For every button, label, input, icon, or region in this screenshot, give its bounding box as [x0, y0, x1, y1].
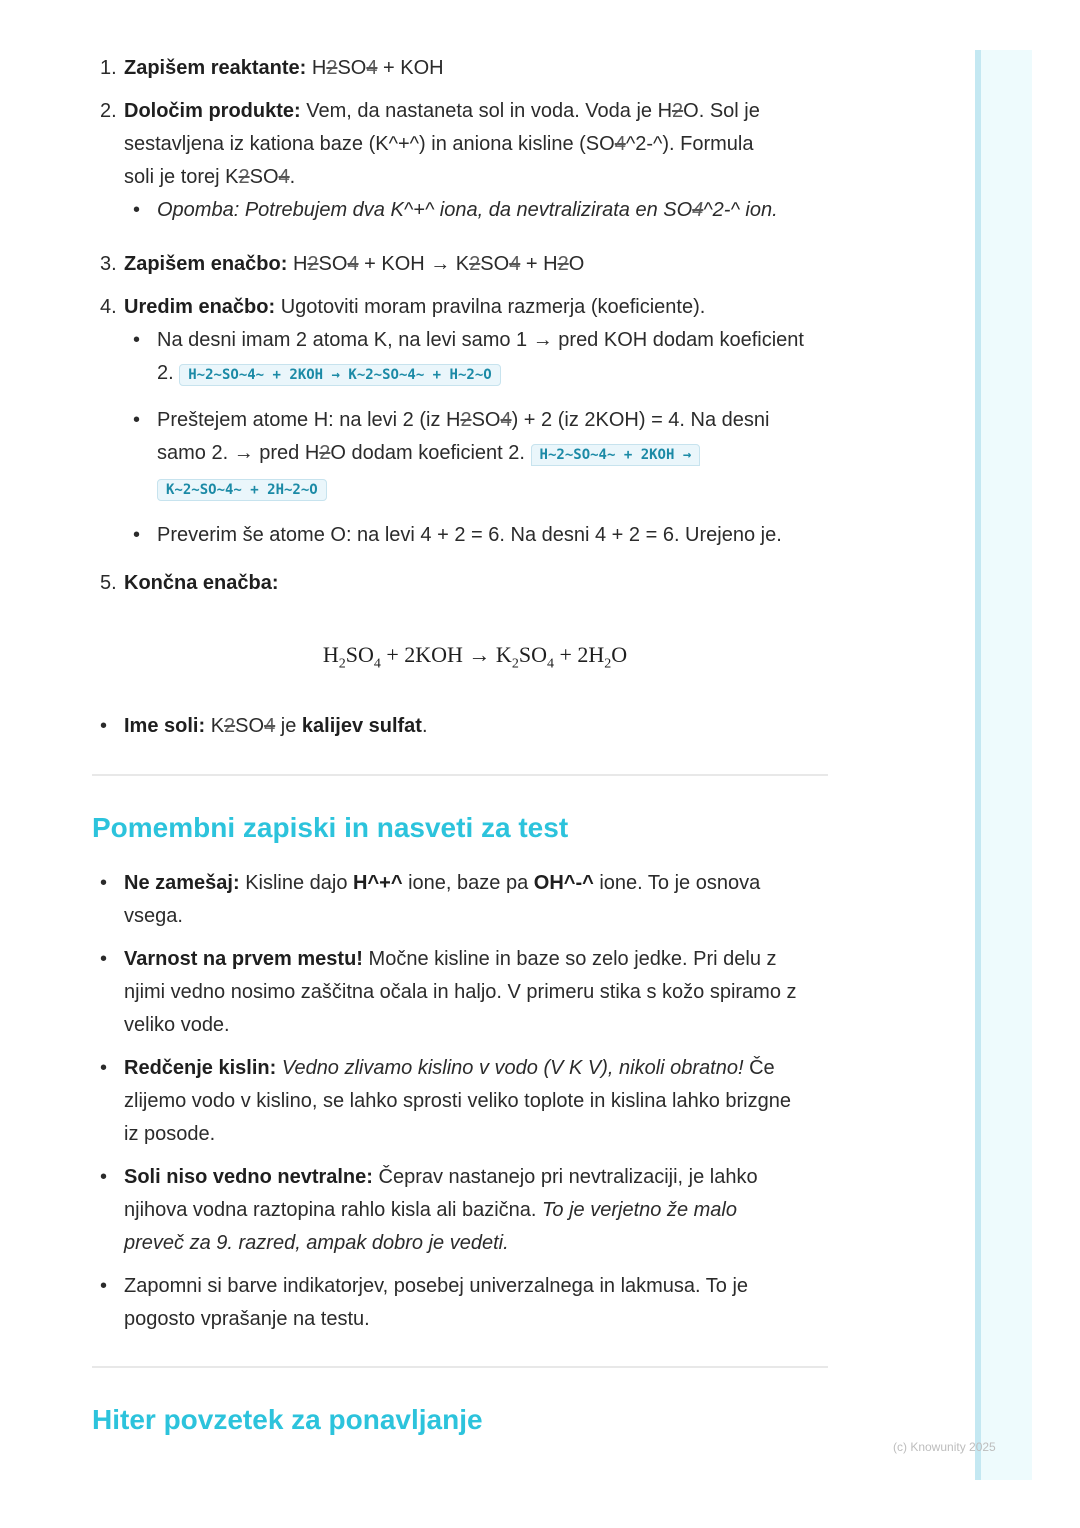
step-5: [92, 567, 828, 600]
tip-text: Zapomni si barve indikatorjev, posebej univerzalnega in lakmusa. To je: [124, 1275, 749, 1297]
tip-item: [92, 867, 828, 933]
tip-bold: OH^-^: [533, 872, 594, 894]
bullet-dot: •: [133, 329, 141, 351]
step-label: Uredim enačbo:: [124, 296, 276, 318]
step-number: 4.: [100, 296, 117, 318]
bullet-dot: •: [100, 948, 108, 970]
step-text: H2SO4 + KOH → K2SO4 + H2O: [292, 253, 585, 275]
bullet-dot: •: [100, 1057, 108, 1079]
tip-label: Redčenje kislin:: [124, 1057, 277, 1079]
salt-text: je: [280, 715, 297, 737]
bullet-dot: •: [100, 872, 108, 894]
bullet-text: Preverim še atome O: na levi 4 + 2 = 6. Na desni 4 + 2 = 6. Urejeno je.: [157, 524, 782, 546]
step-label: Končna enačba:: [124, 572, 279, 594]
note-text: Opomba: Potrebujem dva K^+^ iona, da nevtralizirata en SO4^2-^ ion.: [157, 199, 778, 221]
tip-text: njihova vodna raztopina rahlo kisla ali bazična.: [124, 1199, 537, 1221]
step-1: [92, 52, 828, 85]
bullet-dot: •: [133, 524, 141, 546]
step-number: 2.: [100, 100, 117, 122]
step-label: Določim produkte:: [124, 100, 301, 122]
tip-text: ione, baze pa: [408, 872, 529, 894]
step-3: [92, 248, 828, 281]
bullet-dot: •: [100, 1166, 108, 1188]
tip-italic: Vedno zlivamo kislino v vodo (V K V), nikoli obratno!: [281, 1057, 744, 1079]
copyright-footer: (c) Knowunity 2025: [893, 1440, 996, 1454]
tip-text: Če: [749, 1057, 775, 1079]
tip-text: Čeprav nastanejo pri nevtralizaciji, je lahko: [378, 1166, 758, 1188]
tip-label: Varnost na prvem mestu!: [124, 948, 363, 970]
tip-text: njimi vedno nosimo zaščitna očala in haljo. V primeru stika s kožo spiramo z: [124, 981, 797, 1003]
inline-code: H~2~SO~4~ + 2KOH → K~2~SO~4~ + H~2~O: [179, 364, 500, 386]
final-equation: $H_2SO_4 + 2KOH \to K_2SO_4 + 2H_2O$: [322, 642, 628, 672]
step-number: 5.: [100, 572, 117, 594]
tip-label: Soli niso vedno nevtralne:: [124, 1166, 373, 1188]
tip-italic: To je verjetno že malo: [542, 1199, 737, 1221]
bullet-text: 2.: [157, 362, 174, 384]
step-text: H2SO4 + KOH: [311, 57, 444, 79]
salt-formula: K2SO4: [210, 715, 276, 737]
step-number: 3.: [100, 253, 117, 275]
step-label: Zapišem reaktante:: [124, 57, 307, 79]
tip-text: ione. To je osnova: [599, 872, 761, 894]
tip-item: [92, 943, 828, 1042]
bullet-text: Preštejem atome H: na levi 2 (iz H2SO4) + 2 (iz 2KOH) = 4. Na desni: [157, 409, 770, 431]
tip-text: iz posode.: [124, 1123, 216, 1145]
bullet-dot: •: [133, 409, 141, 431]
inline-code: K~2~SO~4~ + 2H~2~O: [157, 479, 327, 501]
tip-label: Ne zamešaj:: [124, 872, 240, 894]
bullet-dot: •: [133, 199, 141, 221]
tip-text: pogosto vprašanje na testu.: [124, 1308, 370, 1330]
tip-text: Močne kisline in baze so zelo jedke. Pri delu z: [368, 948, 777, 970]
step-text: soli je torej K2SO4.: [124, 166, 296, 188]
tip-text: zlijemo vodo v kislino, se lahko sprosti veliko toplote in kislina lahko brizgne: [124, 1090, 791, 1112]
bullet-text: samo 2. → pred H2O dodam koeficient 2.: [157, 442, 525, 464]
tip-bold: H^+^: [353, 872, 403, 894]
step-4: [92, 291, 828, 552]
step-text: sestavljena iz kationa baze (K^+^) in aniona kisline (SO4^2-^). Formula: [124, 133, 754, 155]
tip-text: vsega.: [124, 905, 183, 927]
salt-text: .: [421, 715, 428, 737]
section-heading: Hiter povzetek za ponavljanje: [92, 1404, 483, 1435]
tip-item: [92, 1052, 828, 1151]
step-text: Ugotoviti moram pravilna razmerja (koeficiente).: [280, 296, 706, 318]
section-heading: Pomembni zapiski in nasveti za test: [92, 812, 569, 843]
step-label: Zapišem enačbo:: [124, 253, 288, 275]
bullet-dot: •: [100, 1275, 108, 1297]
salt-name-item: [92, 710, 828, 743]
salt-name: kalijev sulfat: [301, 715, 422, 737]
inline-code: H~2~SO~4~ + 2KOH →: [531, 444, 701, 466]
divider: [92, 1366, 828, 1368]
tip-text: Kisline dajo: [245, 872, 348, 894]
right-margin-panel: [975, 50, 1032, 1480]
tip-item: [92, 1270, 828, 1336]
tip-item: [92, 1161, 828, 1260]
margin-line: [975, 50, 981, 1480]
salt-label: Ime soli:: [124, 715, 206, 737]
tip-italic: preveč za 9. razred, ampak dobro je vedeti.: [124, 1232, 509, 1254]
tip-text: veliko vode.: [124, 1014, 230, 1036]
bullet-text: Na desni imam 2 atoma K, na levi samo 1 → pred KOH dodam koeficient: [157, 329, 804, 351]
step-2: [92, 95, 828, 227]
step-text: Vem, da nastaneta sol in voda. Voda je H2O. Sol je: [306, 100, 760, 122]
bullet-dot: •: [100, 715, 108, 737]
step-number: 1.: [100, 57, 117, 79]
divider: [92, 774, 828, 776]
